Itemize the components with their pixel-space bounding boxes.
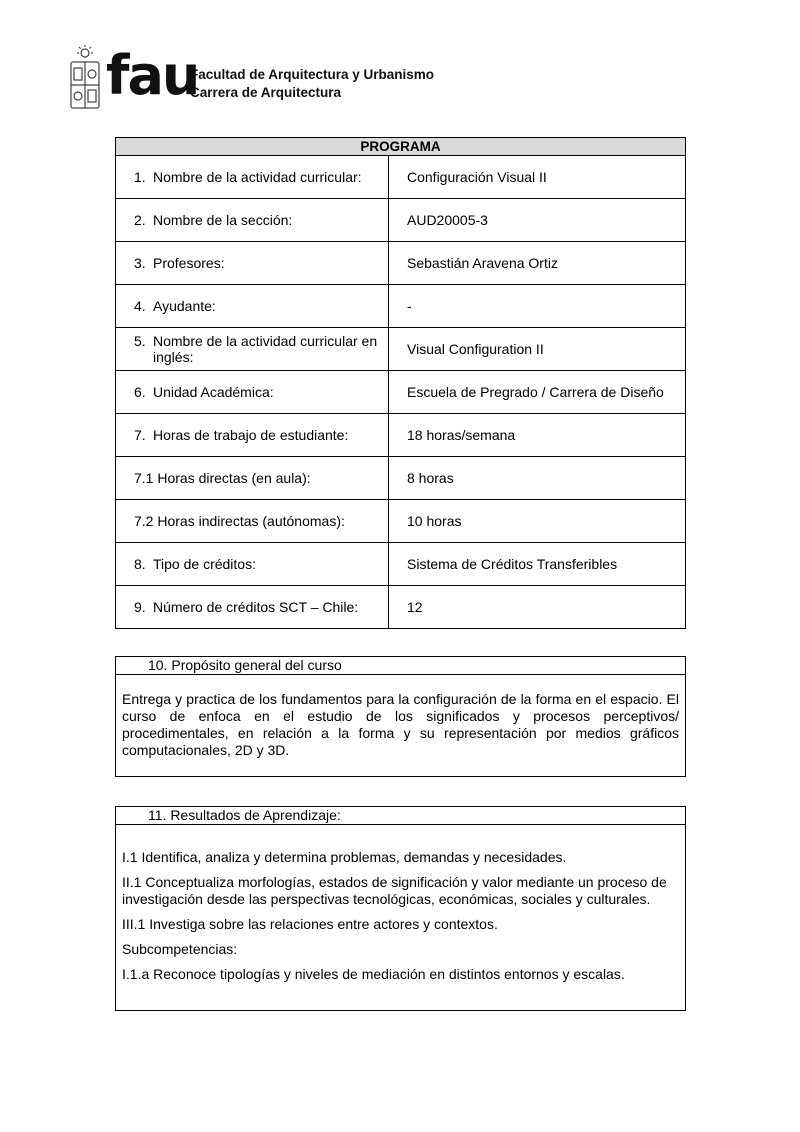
program-title: PROGRAMA: [116, 138, 686, 156]
list-item: III.1 Investiga sobre las relaciones entre actores y contextos.: [122, 916, 498, 932]
career-name: Carrera de Arquitectura: [190, 85, 342, 100]
row-value: 12: [389, 586, 686, 629]
row-label: Horas de trabajo de estudiante:: [153, 427, 349, 443]
table-row: [116, 199, 686, 242]
table-row: [116, 500, 686, 543]
purpose-title: 10. Propósito general del curso: [116, 657, 685, 675]
list-item: Subcompetencias:: [122, 941, 238, 957]
institution-name: [190, 66, 434, 102]
row-value: AUD20005-3: [389, 199, 686, 242]
row-number: 4.: [134, 298, 146, 314]
purpose-section: [115, 656, 686, 777]
purpose-text: Entrega y practica de los fundamentos para la configuración de la forma en el espacio. El curso de enfoca en el estudio de los significados y procesos perceptivos/ procedimentales, en relación a la forma y su representación por medios gráficos computacionales, 2D y 3D.: [122, 691, 679, 758]
row-label: Unidad Académica:: [153, 384, 274, 400]
row-label: Tipo de créditos:: [153, 556, 256, 572]
row-value: Sistema de Créditos Transferibles: [389, 543, 686, 586]
row-number: 2.: [134, 212, 146, 228]
table-row: [116, 371, 686, 414]
list-item: I.1.a Reconoce tipologías y niveles de mediación en distintos entornos y escalas.: [122, 966, 625, 982]
list-item: II.1 Conceptualiza morfologías, estados de significación y valor mediante un proceso de investigación desde las perspectivas tecnológicas, económicas, sociales y culturales.: [122, 874, 667, 907]
results-title: 11. Resultados de Aprendizaje:: [116, 807, 685, 825]
row-value: Escuela de Pregrado / Carrera de Diseño: [389, 371, 686, 414]
table-row: [116, 586, 686, 629]
row-label: Nombre de la actividad curricular:: [153, 169, 362, 185]
page-header: [68, 44, 488, 114]
list-item: I.1 Identifica, analiza y determina problemas, demandas y necesidades.: [122, 849, 567, 865]
table-row: [116, 156, 686, 199]
learning-results-section: [115, 806, 686, 1011]
university-seal-icon: [68, 44, 102, 110]
row-label: Número de créditos SCT – Chile:: [153, 599, 359, 615]
row-value: Sebastián Aravena Ortiz: [389, 242, 686, 285]
row-value: Configuración Visual II: [389, 156, 686, 199]
table-row: [116, 457, 686, 500]
table-row: [116, 242, 686, 285]
program-table: [115, 137, 686, 629]
table-row: [116, 328, 686, 371]
row-label: 7.2 Horas indirectas (autónomas):: [134, 513, 345, 529]
row-number: 3.: [134, 255, 146, 271]
row-value: -: [389, 285, 686, 328]
row-number: 9.: [134, 599, 146, 615]
faculty-name: Facultad de Arquitectura y Urbanismo: [190, 67, 435, 82]
row-label: Profesores:: [153, 255, 225, 271]
table-row: [116, 285, 686, 328]
row-value: 10 horas: [389, 500, 686, 543]
row-label: Ayudante:: [153, 298, 216, 314]
row-label: Nombre de la actividad curricular en inglés:: [153, 333, 378, 365]
row-number: 8.: [134, 556, 146, 572]
row-value: 18 horas/semana: [389, 414, 686, 457]
table-row: [116, 414, 686, 457]
table-row: [116, 543, 686, 586]
row-value: Visual Configuration II: [389, 328, 686, 371]
row-number: 7.: [134, 427, 146, 443]
row-value: 8 horas: [389, 457, 686, 500]
row-number: 6.: [134, 384, 146, 400]
row-label: 7.1 Horas directas (en aula):: [134, 470, 311, 486]
row-number: 1.: [134, 169, 146, 185]
row-label: Nombre de la sección:: [153, 212, 293, 228]
row-number: 5.: [134, 333, 146, 349]
fau-logo: fau: [106, 44, 199, 107]
